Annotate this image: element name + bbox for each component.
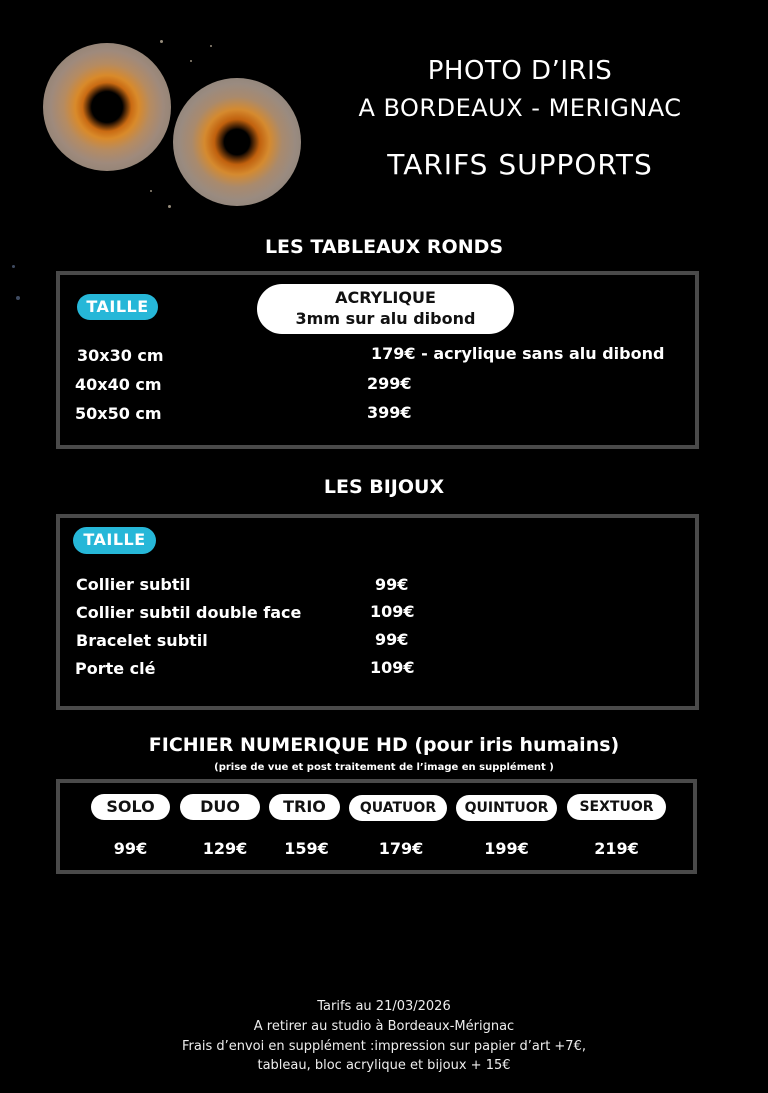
bijoux-row-price: 99€ xyxy=(375,630,409,649)
numerique-subtitle: (prise de vue et post traitement de l’image en supplément ) xyxy=(214,762,554,773)
dust-speck xyxy=(210,45,212,47)
ronds-title: LES TABLEAUX RONDS xyxy=(264,236,504,258)
dust-speck xyxy=(168,205,171,208)
numerique-box xyxy=(56,779,697,874)
footer-pickup: A retirer au studio à Bordeaux-Mérignac xyxy=(253,1019,515,1034)
bijoux-row-item: Porte clé xyxy=(75,659,156,678)
bijoux-size-badge: TAILLE xyxy=(73,527,156,554)
dust-speck xyxy=(160,40,163,43)
option-price: 159€ xyxy=(284,839,329,858)
option-price: 99€ xyxy=(113,839,148,858)
footer-date: Tarifs au 21/03/2026 xyxy=(317,999,451,1014)
ronds-row-size: 30x30 cm xyxy=(77,346,164,365)
bijoux-row-item: Collier subtil double face xyxy=(76,603,302,622)
dust-speck xyxy=(150,190,152,192)
footer-shipping: Frais d’envoi en supplément :impression sur papier d’art +7€, xyxy=(182,1039,586,1054)
header-location: A BORDEAUX - MERIGNAC xyxy=(358,94,682,122)
bijoux-title: LES BIJOUX xyxy=(323,476,445,498)
dust-speck xyxy=(16,296,20,300)
ronds-box xyxy=(56,271,699,449)
bijoux-row-price: 109€ xyxy=(370,658,415,677)
option-duo: DUO xyxy=(180,794,260,820)
option-price: 219€ xyxy=(594,839,639,858)
option-sextuor: SEXTUOR xyxy=(567,794,666,820)
ronds-row-price: 299€ xyxy=(367,374,412,393)
bijoux-row-item: Collier subtil xyxy=(76,575,191,594)
option-quatuor: QUATUOR xyxy=(349,795,447,821)
bijoux-row-item: Bracelet subtil xyxy=(76,631,208,650)
option-solo: SOLO xyxy=(91,794,170,820)
ronds-row-size: 40x40 cm xyxy=(75,375,162,394)
ronds-row-price: 399€ xyxy=(367,403,412,422)
bijoux-box xyxy=(56,514,699,710)
material-line1: ACRYLIQUE xyxy=(335,288,436,307)
iris-photo-right xyxy=(173,78,301,206)
bijoux-row-price: 99€ xyxy=(375,575,409,594)
ronds-row-price: 179€ - acrylique sans alu dibond xyxy=(371,344,665,363)
numerique-title: FICHIER NUMERIQUE HD (pour iris humains) xyxy=(148,734,620,756)
option-price: 129€ xyxy=(202,839,248,858)
option-price: 199€ xyxy=(484,839,529,858)
ronds-material-badge xyxy=(257,284,514,334)
header-subtitle: TARIFS SUPPORTS xyxy=(387,148,653,181)
header-title: PHOTO D’IRIS xyxy=(427,56,613,86)
option-trio: TRIO xyxy=(269,794,340,820)
option-price: 179€ xyxy=(378,839,424,858)
iris-photo-left xyxy=(43,43,171,171)
ronds-size-badge: TAILLE xyxy=(77,294,158,320)
option-quintuor: QUINTUOR xyxy=(456,795,557,821)
dust-speck xyxy=(12,265,15,268)
material-line2: 3mm sur alu dibond xyxy=(295,309,476,328)
ronds-row-size: 50x50 cm xyxy=(75,404,162,423)
bijoux-row-price: 109€ xyxy=(370,602,415,621)
dust-speck xyxy=(190,60,192,62)
footer-shipping-2: tableau, bloc acrylique et bijoux + 15€ xyxy=(257,1058,511,1073)
